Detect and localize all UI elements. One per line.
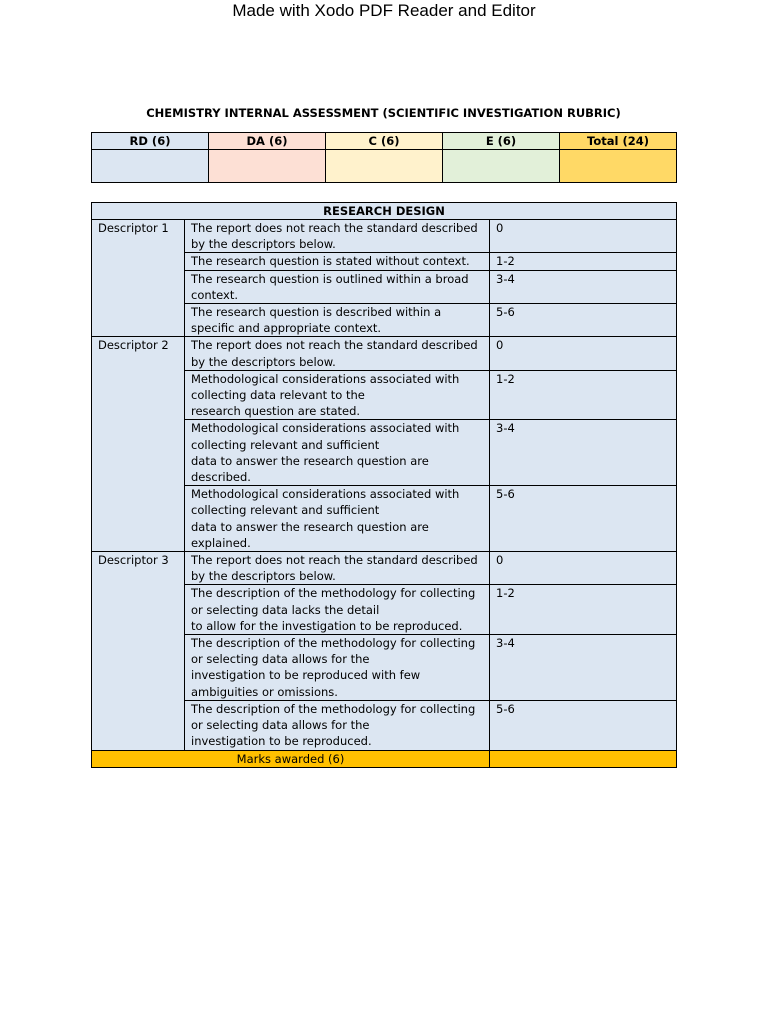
descriptor-text-line: collecting relevant and sufficient <box>191 503 380 518</box>
descriptor-text-line: data to answer the research question are <box>191 519 429 534</box>
rubric-row <box>92 552 677 585</box>
score-band: 0 <box>490 220 677 253</box>
summary-header-da: DA (6) <box>209 133 326 150</box>
descriptor-text <box>185 337 490 370</box>
descriptor-label: Descriptor 1 <box>92 220 185 337</box>
score-band: 3-4 <box>490 270 677 303</box>
descriptor-text-line: context. <box>191 287 238 302</box>
marks-awarded-row <box>92 750 677 767</box>
research-design-rubric-table <box>91 202 677 768</box>
rubric-row <box>92 220 677 253</box>
descriptor-text-line: The research question is stated without context. <box>191 254 470 269</box>
descriptor-text-line: data to answer the research question are <box>191 453 429 468</box>
descriptor-text-line: The description of the methodology for collecting <box>191 586 476 601</box>
descriptor-text-line: The report does not reach the standard described <box>191 338 478 353</box>
descriptor-text-line: research question are stated. <box>191 404 361 419</box>
descriptor-text-line: or selecting data allows for the <box>191 718 370 733</box>
descriptor-text-line: investigation to be reproduced with few <box>191 668 421 683</box>
descriptor-text <box>185 585 490 635</box>
descriptor-text <box>185 552 490 585</box>
watermark-text: Made with Xodo PDF Reader and Editor <box>232 1 536 20</box>
descriptor-text <box>185 253 490 270</box>
descriptor-text-line: or selecting data allows for the <box>191 652 370 667</box>
summary-value-total <box>560 150 677 183</box>
rubric-heading: RESEARCH DESIGN <box>92 203 677 220</box>
descriptor-text <box>185 486 490 552</box>
score-band: 0 <box>490 337 677 370</box>
score-band: 0 <box>490 552 677 585</box>
summary-header-c: C (6) <box>326 133 443 150</box>
summary-header-total: Total (24) <box>560 133 677 150</box>
summary-header-rd: RD (6) <box>92 133 209 150</box>
descriptor-text-line: collecting data relevant to the <box>191 388 365 403</box>
descriptor-text <box>185 220 490 253</box>
descriptor-text <box>185 304 490 337</box>
descriptor-text <box>185 420 490 486</box>
descriptor-text-line: The research question is described within a <box>191 305 442 320</box>
score-band: 3-4 <box>490 635 677 701</box>
descriptor-text-line: by the descriptors below. <box>191 237 336 252</box>
descriptor-text-line: ambiguities or omissions. <box>191 684 338 699</box>
score-band: 1-2 <box>490 370 677 420</box>
rubric-row <box>92 337 677 370</box>
descriptor-label: Descriptor 2 <box>92 337 185 552</box>
descriptor-text-line: collecting relevant and sufficient <box>191 437 380 452</box>
score-band: 5-6 <box>490 700 677 750</box>
descriptor-text-line: specific and appropriate context. <box>191 321 382 336</box>
descriptor-text-line: The description of the methodology for collecting <box>191 701 476 716</box>
descriptor-text-line: The research question is outlined within a broad <box>191 271 469 286</box>
descriptor-text <box>185 270 490 303</box>
score-band: 1-2 <box>490 253 677 270</box>
score-band: 1-2 <box>490 585 677 635</box>
descriptor-text-line: The report does not reach the standard described <box>191 221 478 235</box>
summary-header-e: E (6) <box>443 133 560 150</box>
summary-value-rd <box>92 150 209 183</box>
marks-awarded-value[interactable] <box>490 750 677 767</box>
descriptor-text-line: The report does not reach the standard described <box>191 553 478 568</box>
descriptor-text-line: Methodological considerations associated with <box>191 487 460 502</box>
summary-value-row <box>92 150 677 183</box>
rubric-heading-row <box>92 203 677 220</box>
descriptor-text-line: by the descriptors below. <box>191 354 336 369</box>
summary-value-da <box>209 150 326 183</box>
score-band: 5-6 <box>490 486 677 552</box>
summary-header-row <box>92 133 677 150</box>
descriptor-text-line: to allow for the investigation to be reproduced. <box>191 618 463 633</box>
score-band: 3-4 <box>490 420 677 486</box>
descriptor-text-line: explained. <box>191 535 251 550</box>
summary-value-e <box>443 150 560 183</box>
descriptor-text <box>185 370 490 420</box>
descriptor-text-line: Methodological considerations associated with <box>191 371 460 386</box>
descriptor-text-line: The description of the methodology for collecting <box>191 636 476 651</box>
page-title: CHEMISTRY INTERNAL ASSESSMENT (SCIENTIFIC INVESTIGATION RUBRIC) <box>146 106 621 120</box>
descriptor-label: Descriptor 3 <box>92 552 185 750</box>
descriptor-text-line: by the descriptors below. <box>191 569 336 584</box>
descriptor-text-line: investigation to be reproduced. <box>191 734 372 749</box>
descriptor-text <box>185 700 490 750</box>
descriptor-text <box>185 635 490 701</box>
descriptor-text-line: or selecting data lacks the detail <box>191 602 380 617</box>
marks-awarded-label: Marks awarded (6) <box>92 750 490 767</box>
descriptor-text-line: Methodological considerations associated with <box>191 421 460 436</box>
descriptor-text-line: described. <box>191 470 251 485</box>
score-summary-table <box>91 132 677 183</box>
summary-value-c <box>326 150 443 183</box>
score-band: 5-6 <box>490 304 677 337</box>
